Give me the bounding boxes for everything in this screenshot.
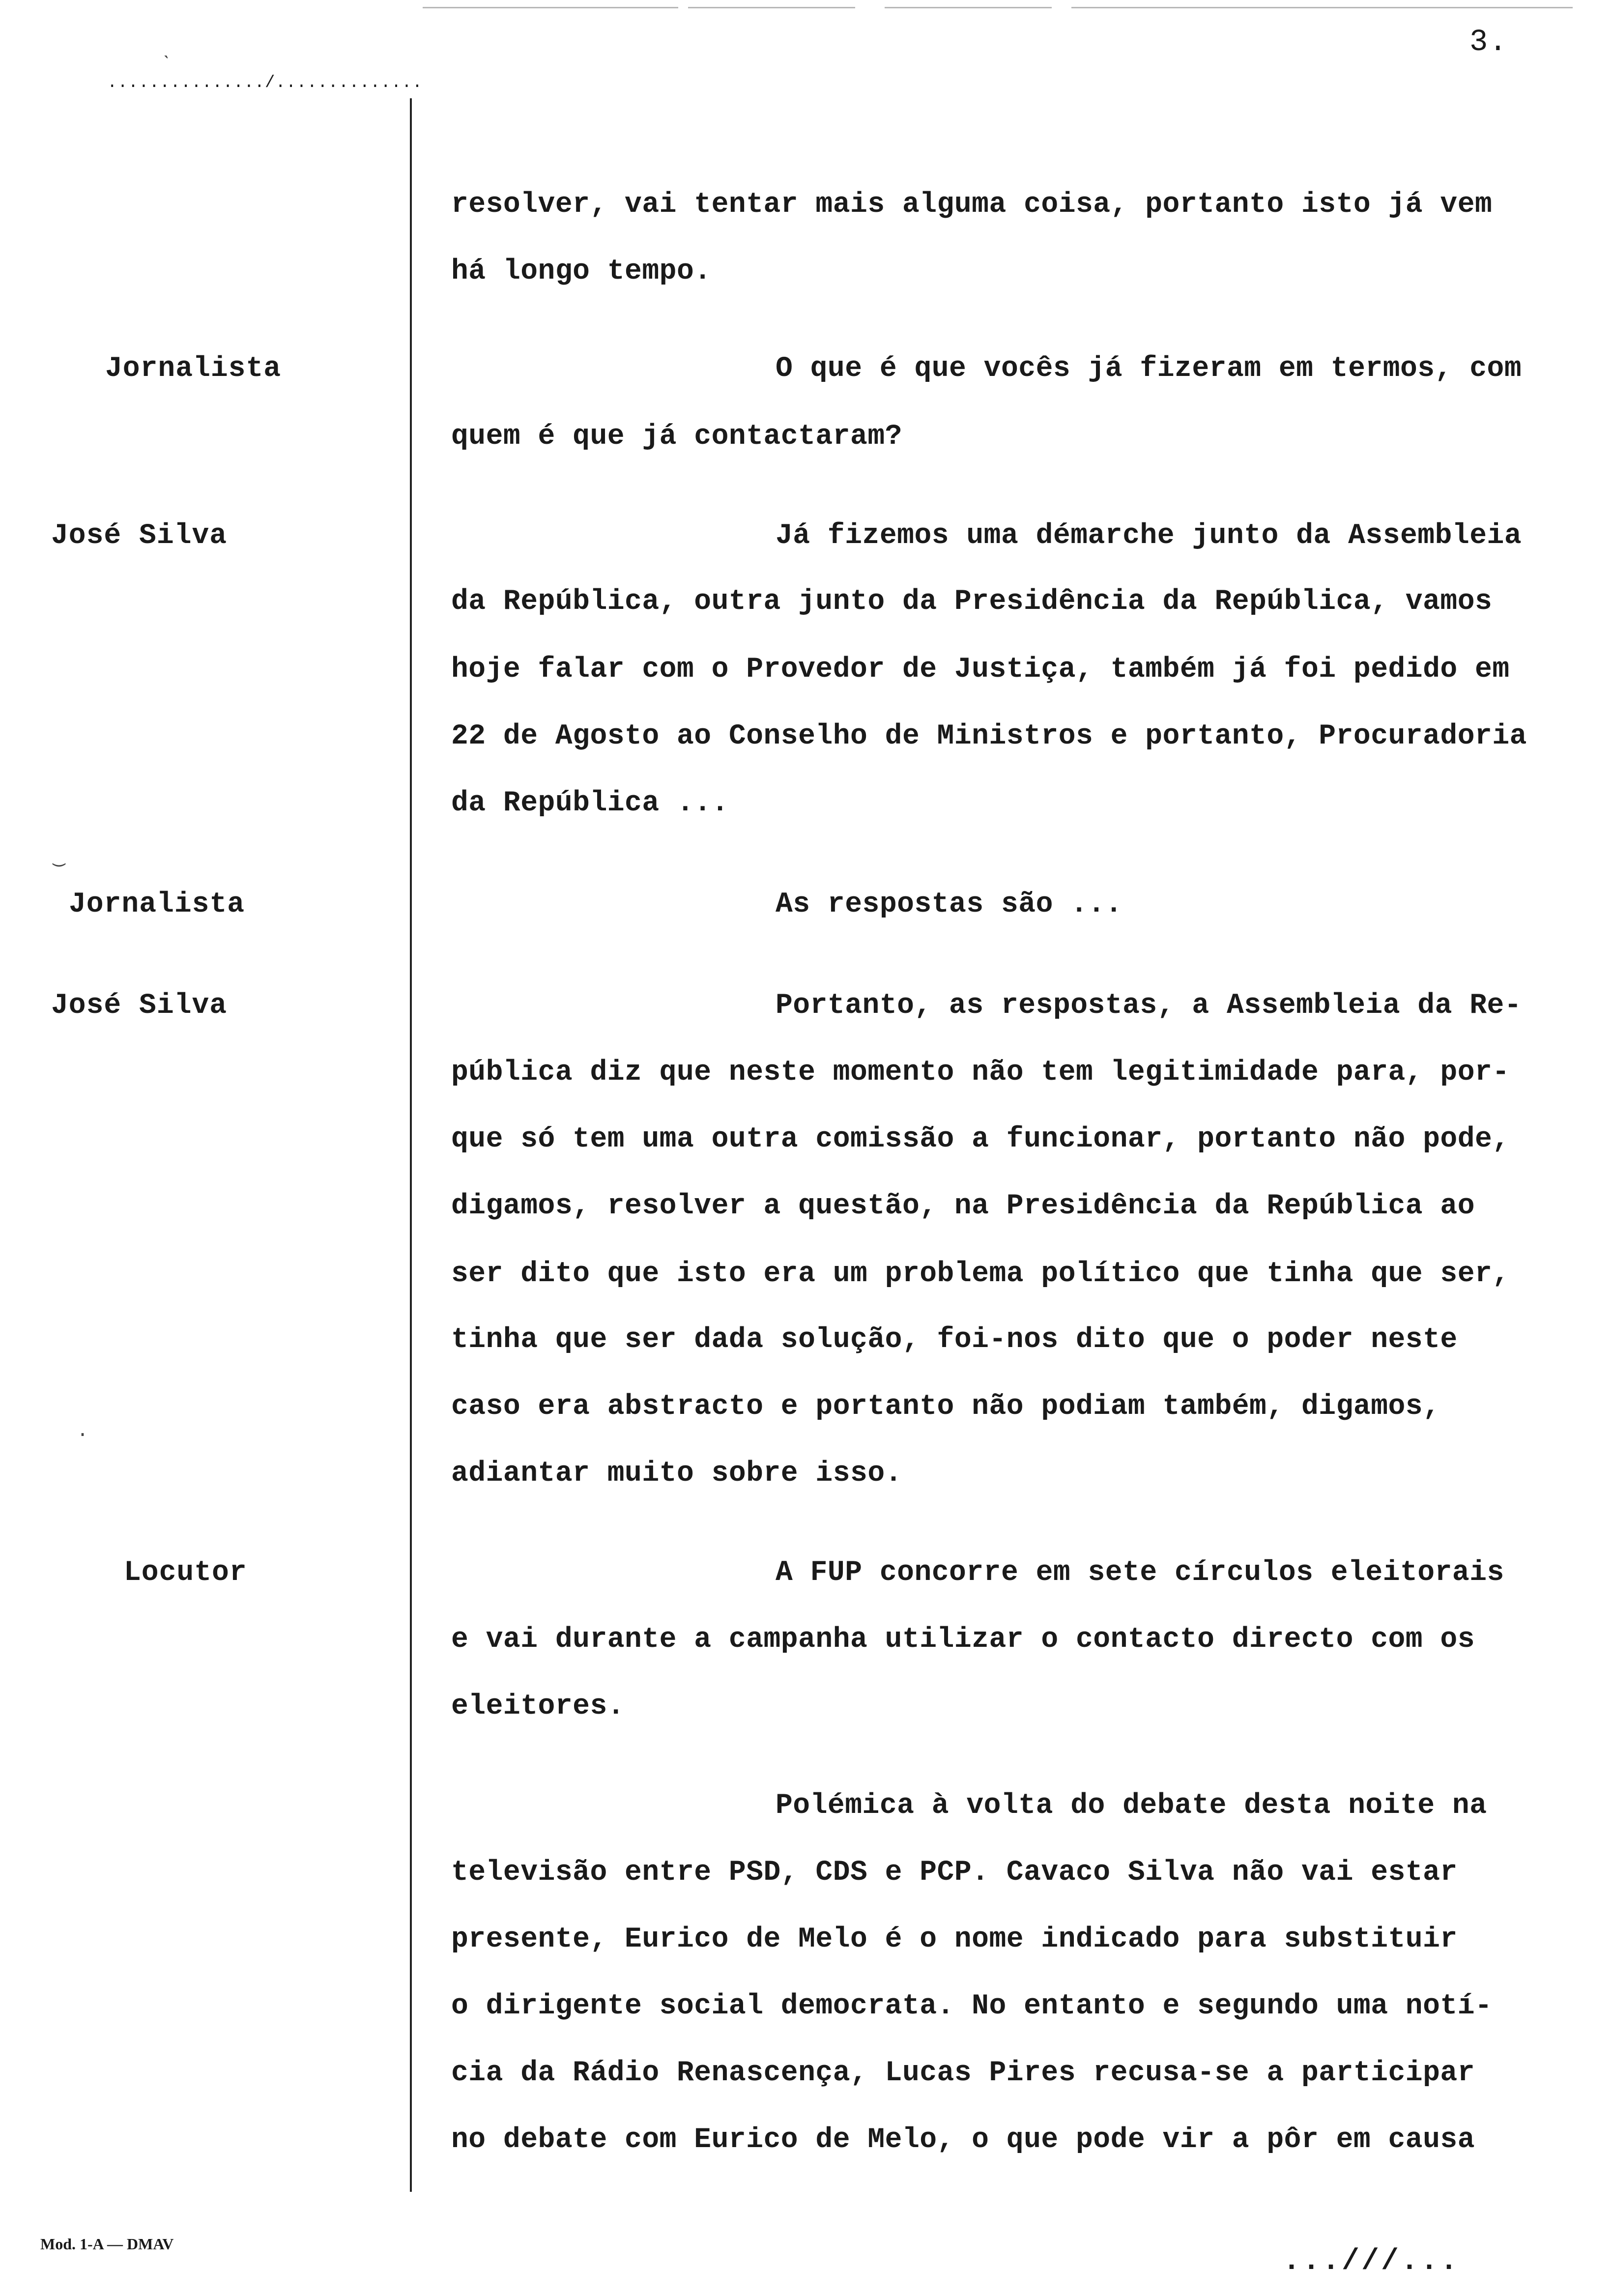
continuation-mark-top: .............../..............	[107, 74, 423, 92]
speaker-label: Locutor	[124, 1557, 247, 1589]
transcript-line: eleitores.	[451, 1691, 625, 1722]
transcript-line: televisão entre PSD, CDS e PCP. Cavaco Silva não vai estar	[451, 1857, 1458, 1889]
stray-mark: ·	[77, 1424, 89, 1446]
transcript-line: Polémica à volta do debate desta noite na	[776, 1790, 1487, 1822]
form-code: Mod. 1-A — DMAV	[40, 2235, 174, 2253]
transcript-line: As respostas são ...	[776, 889, 1123, 920]
transcript-line: pública diz que neste momento não tem legitimidade para, por-	[451, 1057, 1510, 1089]
transcript-line: caso era abstracto e portanto não podiam também, digamos,	[451, 1391, 1440, 1423]
transcript-line: 22 de Agosto ao Conselho de Ministros e portanto, Procuradoria	[451, 720, 1527, 752]
transcript-line: e vai durante a campanha utilizar o contacto directo com os	[451, 1624, 1475, 1656]
transcript-line: Portanto, as respostas, a Assembleia da Re-	[776, 990, 1522, 1022]
continuation-mark-bottom: ...///...	[1283, 2245, 1460, 2278]
speaker-label: Jornalista	[69, 889, 245, 920]
transcript-line: hoje falar com o Provedor de Justiça, também já foi pedido em	[451, 654, 1510, 686]
transcript-line: no debate com Eurico de Melo, o que pode vir a pôr em causa	[451, 2124, 1475, 2156]
speaker-label: Jornalista	[105, 353, 282, 385]
top-rule	[688, 7, 855, 8]
top-rule	[423, 7, 678, 8]
transcript-line: adiantar muito sobre isso.	[451, 1458, 902, 1490]
top-rule	[885, 7, 1052, 8]
page-number: 3.	[1469, 25, 1508, 59]
transcript-line: o dirigente social democrata. No entanto e segundo uma notí-	[451, 1990, 1493, 2022]
transcript-line: presente, Eurico de Melo é o nome indicado para substituir	[451, 1923, 1458, 1955]
speaker-column-rule	[410, 98, 412, 2192]
top-rule	[1071, 7, 1573, 8]
transcript-line: resolver, vai tentar mais alguma coisa, portanto isto já vem	[451, 189, 1493, 221]
speaker-label: José Silva	[51, 990, 228, 1022]
stray-mark: ˋ	[161, 54, 173, 76]
transcript-line: cia da Rádio Renascença, Lucas Pires recusa-se a participar	[451, 2057, 1475, 2089]
transcript-line: tinha que ser dada solução, foi-nos dito que o poder neste	[451, 1324, 1458, 1356]
transcript-line: digamos, resolver a questão, na Presidência da República ao	[451, 1190, 1475, 1222]
transcript-line: há longo tempo.	[451, 256, 712, 287]
transcript-line: que só tem uma outra comissão a funcionar, portanto não pode,	[451, 1123, 1510, 1155]
speaker-label: José Silva	[51, 520, 228, 552]
transcript-line: da República, outra junto da Presidência da República, vamos	[451, 586, 1493, 618]
transcript-line: da República ...	[451, 787, 729, 819]
stray-mark: ‿	[53, 846, 65, 868]
transcript-line: quem é que já contactaram?	[451, 421, 902, 453]
transcript-line: Já fizemos uma démarche junto da Assembleia	[776, 520, 1522, 552]
transcript-line: ser dito que isto era um problema político que tinha que ser,	[451, 1258, 1510, 1290]
transcript-line: O que é que vocês já fizeram em termos, com	[776, 353, 1522, 385]
transcript-line: A FUP concorre em sete círculos eleitorais	[776, 1557, 1504, 1589]
